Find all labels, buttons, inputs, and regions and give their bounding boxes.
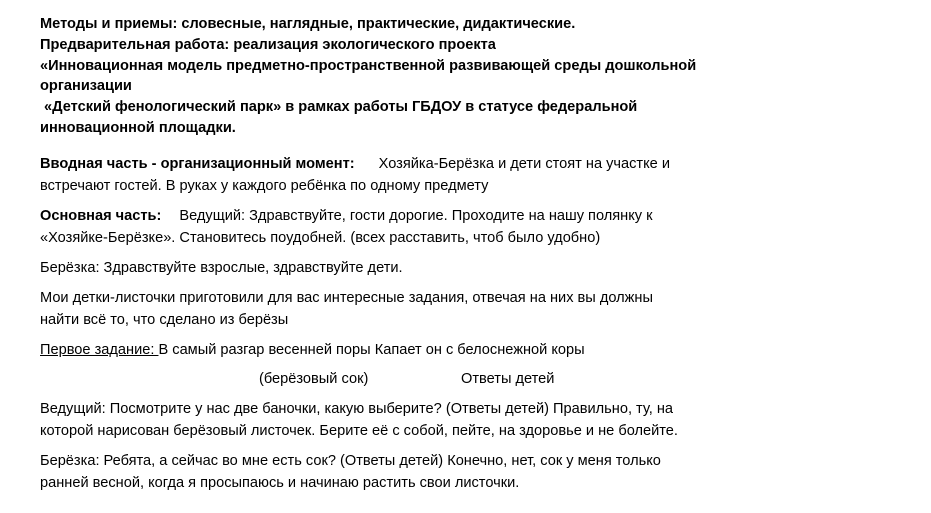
birch-paragraph-line-1: Берёзка: Ребята, а сейчас во мне есть сок? (Ответы детей) Конечно, нет, сок у меня только (40, 453, 661, 469)
intro-text-a: Хозяйка-Берёзка и дети стоят на участке и (378, 156, 670, 172)
birch-paragraph-line-2: ранней весной, когда я просыпаюсь и начинаю растить свои листочки. (40, 475, 520, 491)
task1-responses: Ответы детей (461, 371, 555, 387)
tasks-paragraph-line-2: найти всё то, что сделано из берёзы (40, 312, 289, 328)
intro-text-b: встречают гостей. В руках у каждого ребёнка по одному предмету (40, 178, 489, 194)
tasks-paragraph-line-1: Мои детки-листочки приготовили для вас интересные задания, отвечая на них вы должны (40, 290, 653, 306)
intro-paragraph-line-1 (40, 154, 670, 174)
intro-label: Вводная часть - организационный момент: (40, 156, 355, 172)
header-line-platform: инновационной площадки. (40, 120, 236, 136)
main-text-b: «Хозяйке-Берёзке». Становитесь поудобней. (всех расставить, чтоб было удобно) (40, 230, 601, 246)
header-line-preliminary: Предварительная работа: реализация экологического проекта (40, 37, 496, 53)
host-paragraph-line-2: которой нарисован берёзовый листочек. Берите её с собой, пейте, на здоровье и не болейте. (40, 423, 678, 439)
main-label: Основная часть: (40, 208, 162, 224)
main-text-a: Ведущий: Здравствуйте, гости дорогие. Проходите на нашу полянку к (179, 208, 653, 224)
header-line-park: «Детский фенологический парк» в рамках работы ГБДОУ в статусе федеральной (40, 99, 638, 115)
greeting-paragraph: Берёзка: Здравствуйте взрослые, здравствуйте дети. (40, 260, 403, 276)
header-line-project-title: «Инновационная модель предметно-пространственной развивающей среды дошкольной (40, 58, 697, 74)
task1-text: В самый разгар весенней поры Капает он с белоснежной коры (158, 342, 585, 358)
header-line-organization: организации (40, 78, 132, 94)
header-line-methods: Методы и приемы: словесные, наглядные, практические, дидактические. (40, 16, 576, 32)
task1-answer: (берёзовый сок) (259, 371, 369, 387)
task1-label: Первое задание: (40, 342, 159, 358)
task1-paragraph (40, 340, 585, 360)
main-paragraph-line-1 (40, 206, 653, 226)
host-paragraph-line-1: Ведущий: Посмотрите у нас две баночки, какую выберите? (Ответы детей) Правильно, ту, на (40, 401, 674, 417)
